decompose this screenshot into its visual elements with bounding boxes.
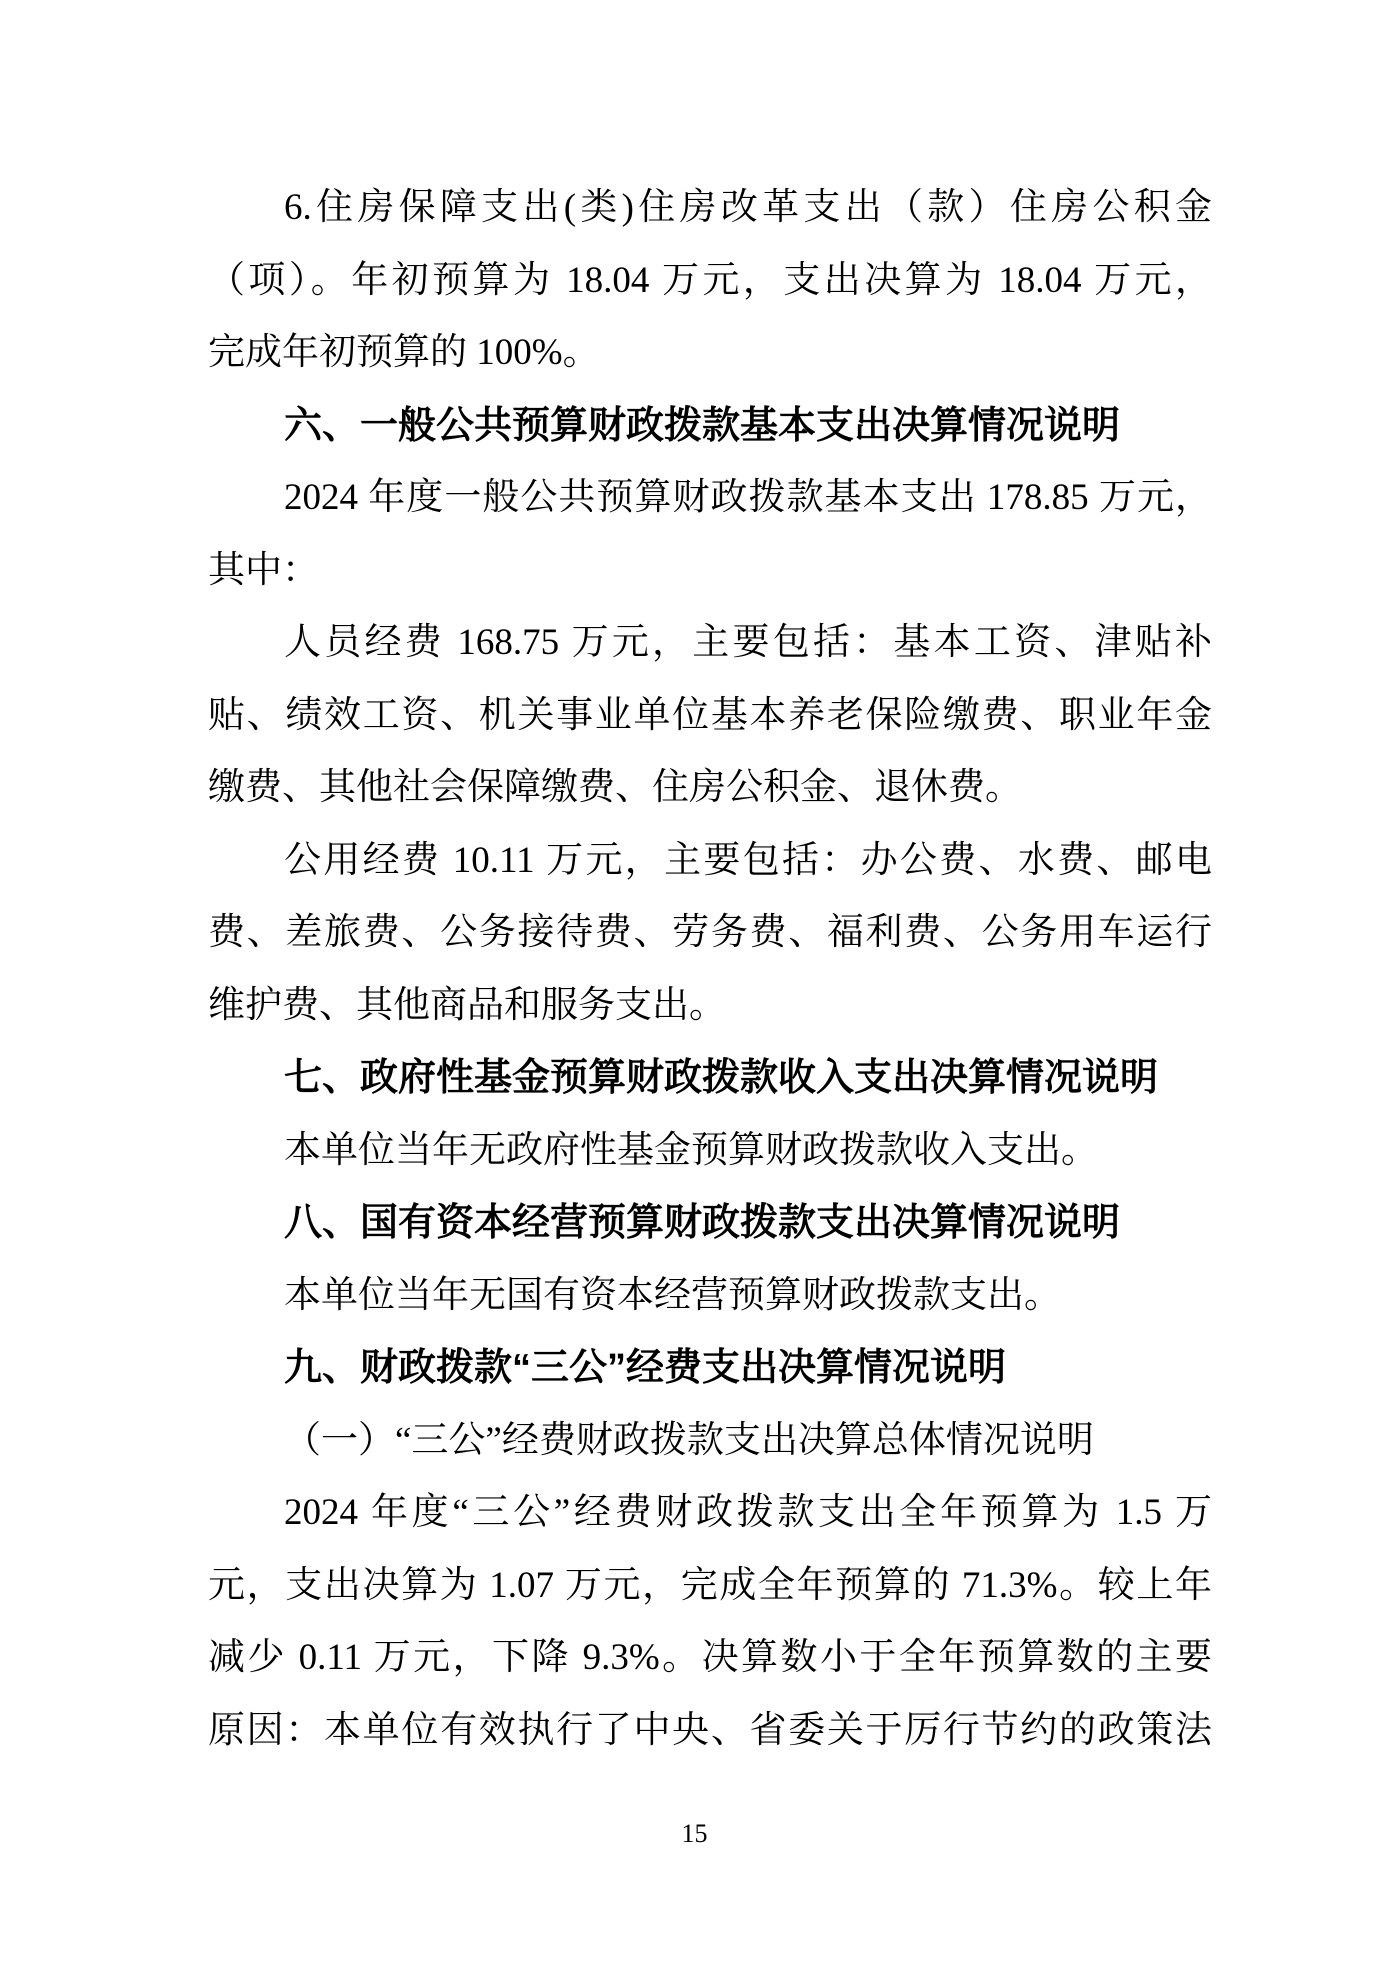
paragraph-line: 2024 年度一般公共预算财政拨款基本支出 178.85 万元，: [284, 477, 1212, 518]
paragraph-line: 减少 0.11 万元，下降 9.3%。决算数小于全年预算数的主要: [208, 1637, 1212, 1678]
paragraph-line: 元，支出决算为 1.07 万元，完成全年预算的 71.3%。较上年: [208, 1564, 1212, 1606]
paragraph-line: 完成年初预算的 100%。: [208, 332, 600, 373]
page-number: 15: [681, 1819, 708, 1848]
paragraph-line: 原因：本单位有效执行了中央、省委关于厉行节约的政策法: [208, 1709, 1212, 1751]
paragraph-line: 人员经费 168.75 万元，主要包括：基本工资、津贴补: [284, 622, 1212, 663]
document-body: [208, 172, 1212, 1767]
paragraph-line: （项）。年初预算为 18.04 万元，支出决算为 18.04 万元，: [208, 259, 1212, 301]
section-seven-heading: 七、政府性基金预算财政拨款收入支出决算情况说明: [284, 1057, 1159, 1099]
paragraph-line: 费、差旅费、公务接待费、劳务费、福利费、公务用车运行: [208, 912, 1212, 953]
section-six-heading: 六、一般公共预算财政拨款基本支出决算情况说明: [284, 404, 1121, 447]
section-nine-heading: 九、财政拨款“三公”经费支出决算情况说明: [284, 1347, 1007, 1389]
paragraph-line: 贴、绩效工资、机关事业单位基本养老保险缴费、职业年金: [208, 694, 1212, 736]
paragraph-line: 缴费、其他社会保障缴费、住房公积金、退休费。: [208, 767, 1022, 808]
paragraph-line: 本单位当年无国有资本经营预算财政拨款支出。: [284, 1274, 1061, 1316]
paragraph-line: 2024 年度“三公”经费财政拨款支出全年预算为 1.5 万: [284, 1492, 1212, 1533]
paragraph-line: 维护费、其他商品和服务支出。: [208, 984, 726, 1026]
section-eight-heading: 八、国有资本经营预算财政拨款支出决算情况说明: [284, 1202, 1121, 1244]
subsection-one-heading: （一）“三公”经费财政拨款支出决算总体情况说明: [284, 1419, 1094, 1461]
paragraph-line: 本单位当年无政府性基金预算财政拨款收入支出。: [284, 1129, 1098, 1171]
paragraph-line: 其中：: [208, 549, 319, 591]
paragraph-line: 6.住房保障支出(类)住房改革支出（款）住房公积金: [284, 187, 1212, 228]
page-footer: [0, 1818, 1389, 1850]
paragraph-line: 公用经费 10.11 万元，主要包括：办公费、水费、邮电: [284, 839, 1212, 881]
